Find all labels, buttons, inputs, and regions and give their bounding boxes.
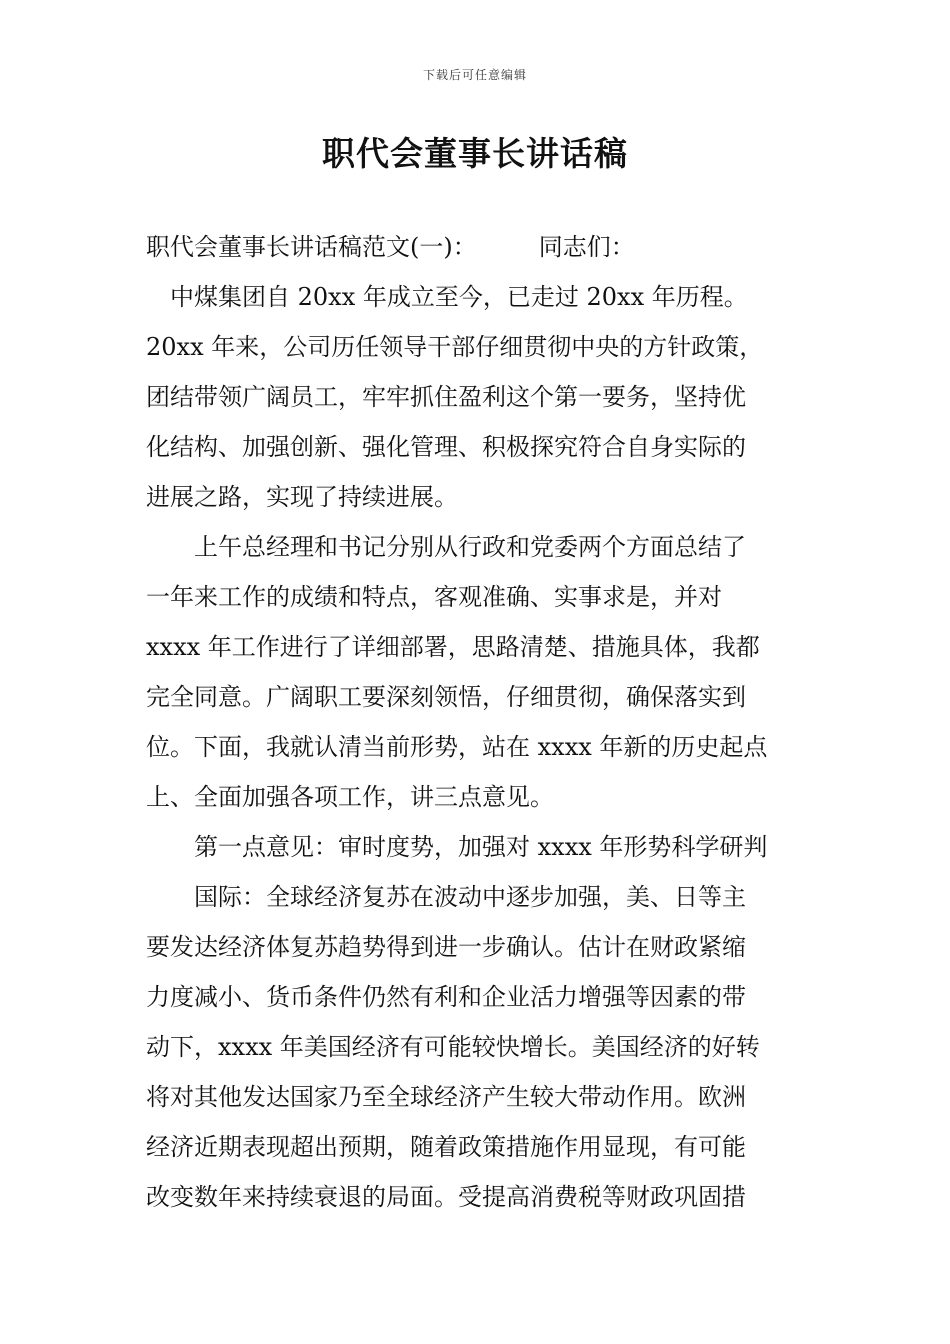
document-body: [146, 222, 811, 1222]
text-line: 中煤集团自 20xx 年成立至今，已走过 20xx 年历程。: [146, 283, 748, 311]
text-line: 进展之路，实现了持续进展。: [146, 483, 458, 511]
text-line: 一年来工作的成绩和特点，客观准确、实事求是，并对: [146, 583, 722, 611]
text-line: 国际：全球经济复苏在波动中逐步加强，美、日等主: [146, 883, 746, 911]
intro-left: 职代会董事长讲话稿范文(一)：: [146, 233, 477, 261]
text-line: 改变数年来持续衰退的局面。受提高消费税等财政巩固措: [146, 1183, 746, 1211]
text-line: 化结构、加强创新、强化管理、积极探究符合自身实际的: [146, 433, 746, 461]
text-line: 将对其他发达国家乃至全球经济产生较大带动作用。欧洲: [146, 1083, 746, 1111]
text-line: xxxx 年工作进行了详细部署，思路清楚、措施具体，我都: [146, 633, 760, 661]
text-line: 动下，xxxx 年美国经济有可能较快增长。美国经济的好转: [146, 1033, 760, 1061]
intro-right: 同志们：: [538, 233, 635, 261]
text-line: 完全同意。广阔职工要深刻领悟，仔细贯彻，确保落实到: [146, 683, 746, 711]
text-line: 上午总经理和书记分别从行政和党委两个方面总结了: [146, 533, 746, 561]
text-line: 团结带领广阔员工，牢牢抓住盈利这个第一要务，坚持优: [146, 383, 746, 411]
text-line: 第一点意见：审时度势，加强对 xxxx 年形势科学研判: [146, 833, 768, 861]
document-title: 职代会董事长讲话稿: [322, 134, 628, 173]
text-line: 位。下面，我就认清当前形势，站在 xxxx 年新的历史起点: [146, 733, 768, 761]
text-line: 经济近期表现超出预期，随着政策措施作用显现，有可能: [146, 1133, 746, 1161]
text-line: 上、全面加强各项工作，讲三点意见。: [146, 783, 554, 811]
text-line: 要发达经济体复苏趋势得到进一步确认。估计在财政紧缩: [146, 933, 746, 961]
intro-line: [146, 222, 811, 272]
header-note: 下载后可任意编辑: [422, 68, 527, 82]
text-line: 力度减小、货币条件仍然有利和企业活力增强等因素的带: [146, 983, 746, 1011]
text-line: 20xx 年来，公司历任领导干部仔细贯彻中央的方针政策，: [146, 333, 764, 361]
